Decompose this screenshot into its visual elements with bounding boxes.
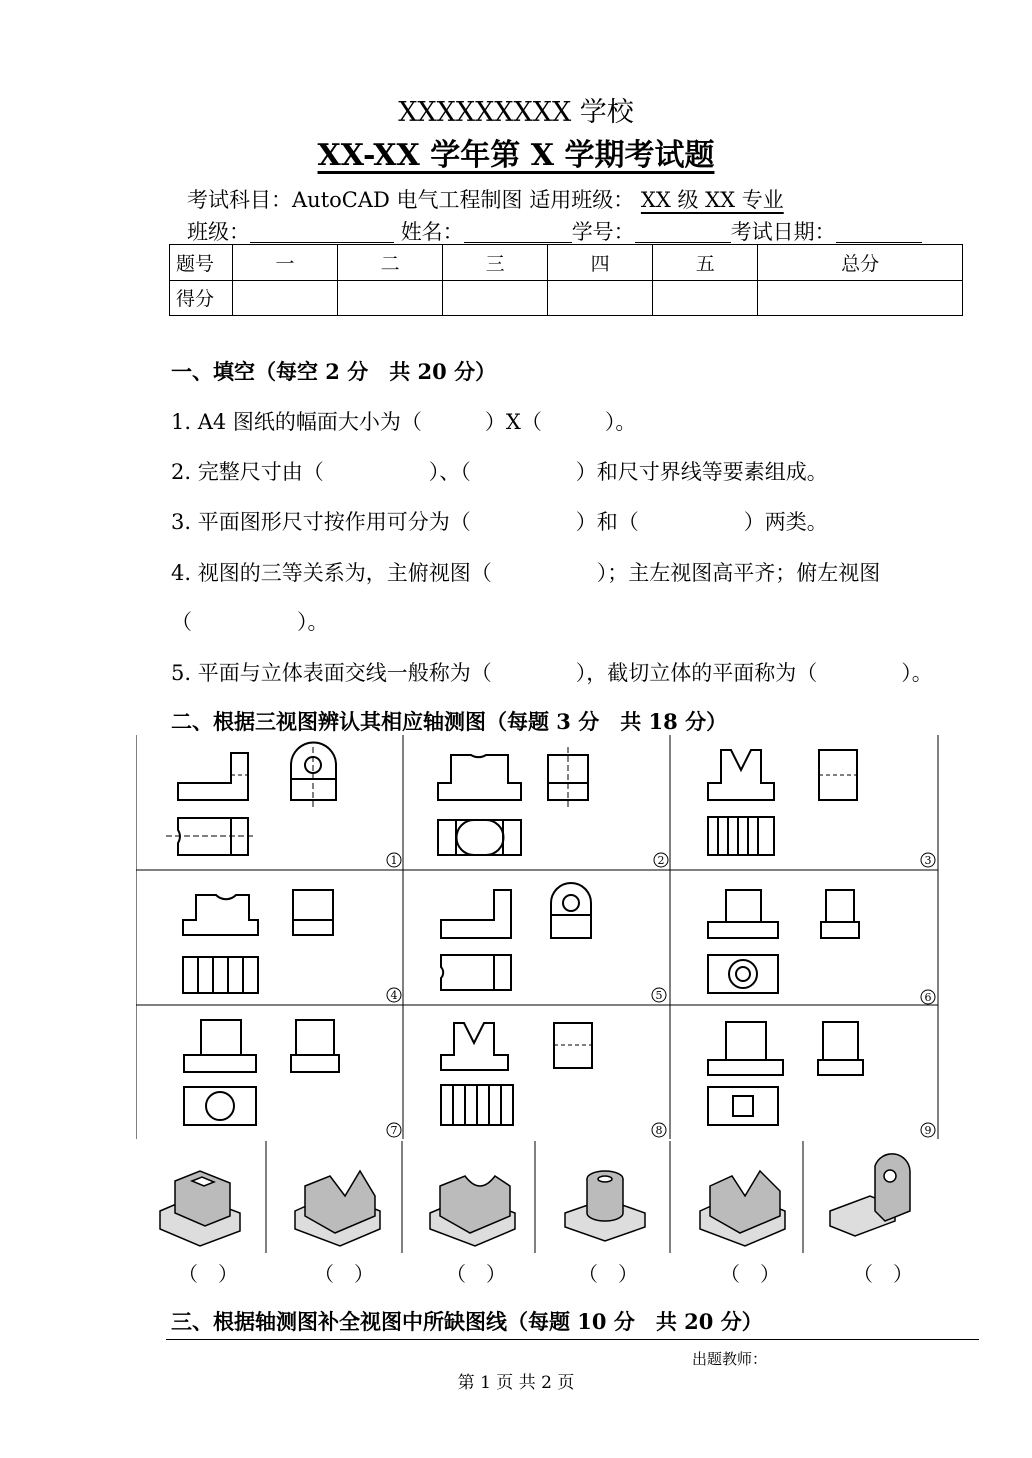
svg-text:4: 4 bbox=[390, 989, 398, 1002]
score-cell-q3: 三 bbox=[443, 245, 548, 281]
score-input-5[interactable] bbox=[653, 280, 758, 316]
class-applicable-value: XX 级 XX 专业 bbox=[640, 188, 784, 212]
class-label: 班级： bbox=[187, 220, 250, 244]
question-4: 4. 视图的三等关系为，主俯视图（ ）；主左视图高平齐；俯左视图 bbox=[171, 561, 881, 585]
score-input-3[interactable] bbox=[443, 280, 548, 316]
figure-number-1 bbox=[387, 853, 401, 867]
section3-title: 三、根据轴测图补全视图中所缺图线（每题 10 分 共 20 分） bbox=[171, 1309, 763, 1334]
student-id-blank[interactable] bbox=[635, 220, 731, 243]
answer-paren-3[interactable]: （ ） bbox=[446, 1262, 506, 1286]
isometric-d bbox=[565, 1171, 645, 1241]
svg-text:3: 3 bbox=[924, 854, 932, 867]
question-3: 3. 平面图形尺寸按作用可分为（ ）和（ ）两类。 bbox=[171, 510, 828, 534]
score-table-score-row bbox=[170, 280, 963, 316]
figure-number-5 bbox=[652, 988, 666, 1002]
figure-number-9 bbox=[921, 1123, 935, 1137]
subject-value: AutoCAD 电气工程制图 bbox=[292, 188, 523, 212]
answer-paren-6[interactable]: （ ） bbox=[853, 1262, 913, 1286]
figure-number-8 bbox=[652, 1123, 666, 1137]
answer-paren-4[interactable]: （ ） bbox=[578, 1262, 638, 1286]
isometric-c bbox=[430, 1176, 515, 1246]
figure-8 bbox=[441, 1023, 592, 1125]
school-name: XXXXXXXXX 学校 bbox=[398, 97, 634, 128]
svg-text:5: 5 bbox=[655, 989, 663, 1002]
isometric-f bbox=[830, 1154, 910, 1236]
figure-number-2 bbox=[654, 853, 668, 867]
score-cell-q1: 一 bbox=[233, 245, 338, 281]
figure-4 bbox=[183, 890, 333, 993]
svg-text:8: 8 bbox=[655, 1124, 663, 1137]
figure-number-3 bbox=[921, 853, 935, 867]
three-view-figure-grid bbox=[136, 735, 941, 1139]
question-4-cont: （ ）。 bbox=[171, 610, 329, 634]
score-cell-q2: 二 bbox=[338, 245, 443, 281]
score-table-header-row bbox=[170, 245, 963, 281]
answer-paren-1[interactable]: （ ） bbox=[178, 1262, 238, 1286]
figure-5 bbox=[441, 883, 591, 990]
name-blank[interactable] bbox=[464, 220, 572, 243]
figure-9 bbox=[708, 1022, 863, 1125]
svg-text:1: 1 bbox=[390, 854, 398, 867]
section2-title: 二、根据三视图辨认其相应轴测图（每题 3 分 共 18 分） bbox=[171, 709, 728, 734]
figure-number-4 bbox=[387, 988, 401, 1002]
score-input-4[interactable] bbox=[548, 280, 653, 316]
exam-title-text: XX-XX 学年第 X 学期考试题 bbox=[317, 138, 715, 173]
figure-number-6 bbox=[921, 990, 935, 1004]
score-input-1[interactable] bbox=[233, 280, 338, 316]
question-2: 2. 完整尺寸由（ ）、（ ）和尺寸界线等要素组成。 bbox=[171, 460, 828, 484]
answer-paren-2[interactable]: （ ） bbox=[314, 1262, 374, 1286]
figure-number-7 bbox=[387, 1123, 401, 1137]
figure-2 bbox=[438, 747, 588, 855]
score-table bbox=[169, 244, 963, 316]
isometric-e bbox=[700, 1171, 785, 1246]
teacher-label: 出题教师： bbox=[692, 1350, 768, 1368]
question-5: 5. 平面与立体表面交线一般称为（ ），截切立体的平面称为（ ）。 bbox=[171, 661, 933, 685]
score-input-2[interactable] bbox=[338, 280, 443, 316]
score-cell-q5: 五 bbox=[653, 245, 758, 281]
answer-paren-5[interactable]: （ ） bbox=[720, 1262, 780, 1286]
footer-divider bbox=[166, 1339, 979, 1340]
figure-7 bbox=[184, 1020, 339, 1125]
student-id-label: 学号： bbox=[571, 220, 635, 244]
question-1: 1. A4 图纸的幅面大小为（ ）X（ ）。 bbox=[171, 410, 637, 434]
page-number: 第 1 页 共 2 页 bbox=[457, 1373, 575, 1393]
section1-title: 一、填空（每空 2 分 共 20 分） bbox=[171, 359, 497, 384]
exam-date-blank[interactable] bbox=[836, 220, 922, 243]
isometric-b bbox=[295, 1171, 380, 1246]
svg-text:9: 9 bbox=[924, 1124, 932, 1137]
isometric-a bbox=[160, 1171, 240, 1246]
svg-text:7: 7 bbox=[390, 1124, 398, 1137]
class-applicable-label: 适用班级： bbox=[529, 188, 635, 212]
subject-line bbox=[187, 184, 784, 214]
score-input-total[interactable] bbox=[758, 280, 963, 316]
svg-text:6: 6 bbox=[924, 991, 932, 1004]
exam-date-label: 考试日期： bbox=[730, 220, 836, 244]
isometric-views-row bbox=[140, 1141, 940, 1256]
exam-title bbox=[0, 130, 1032, 174]
figure-3 bbox=[708, 750, 857, 855]
class-blank[interactable] bbox=[250, 220, 394, 243]
subject-label: 考试科目： bbox=[187, 188, 292, 212]
figure-1 bbox=[166, 743, 336, 856]
student-info-line bbox=[187, 216, 922, 246]
svg-text:2: 2 bbox=[657, 854, 665, 867]
score-cell-label: 题号 bbox=[170, 245, 233, 281]
score-cell-total: 总分 bbox=[758, 245, 963, 281]
score-cell-q4: 四 bbox=[548, 245, 653, 281]
name-label: 姓名： bbox=[400, 220, 464, 244]
score-row-label: 得分 bbox=[170, 280, 233, 316]
figure-6 bbox=[708, 890, 859, 993]
